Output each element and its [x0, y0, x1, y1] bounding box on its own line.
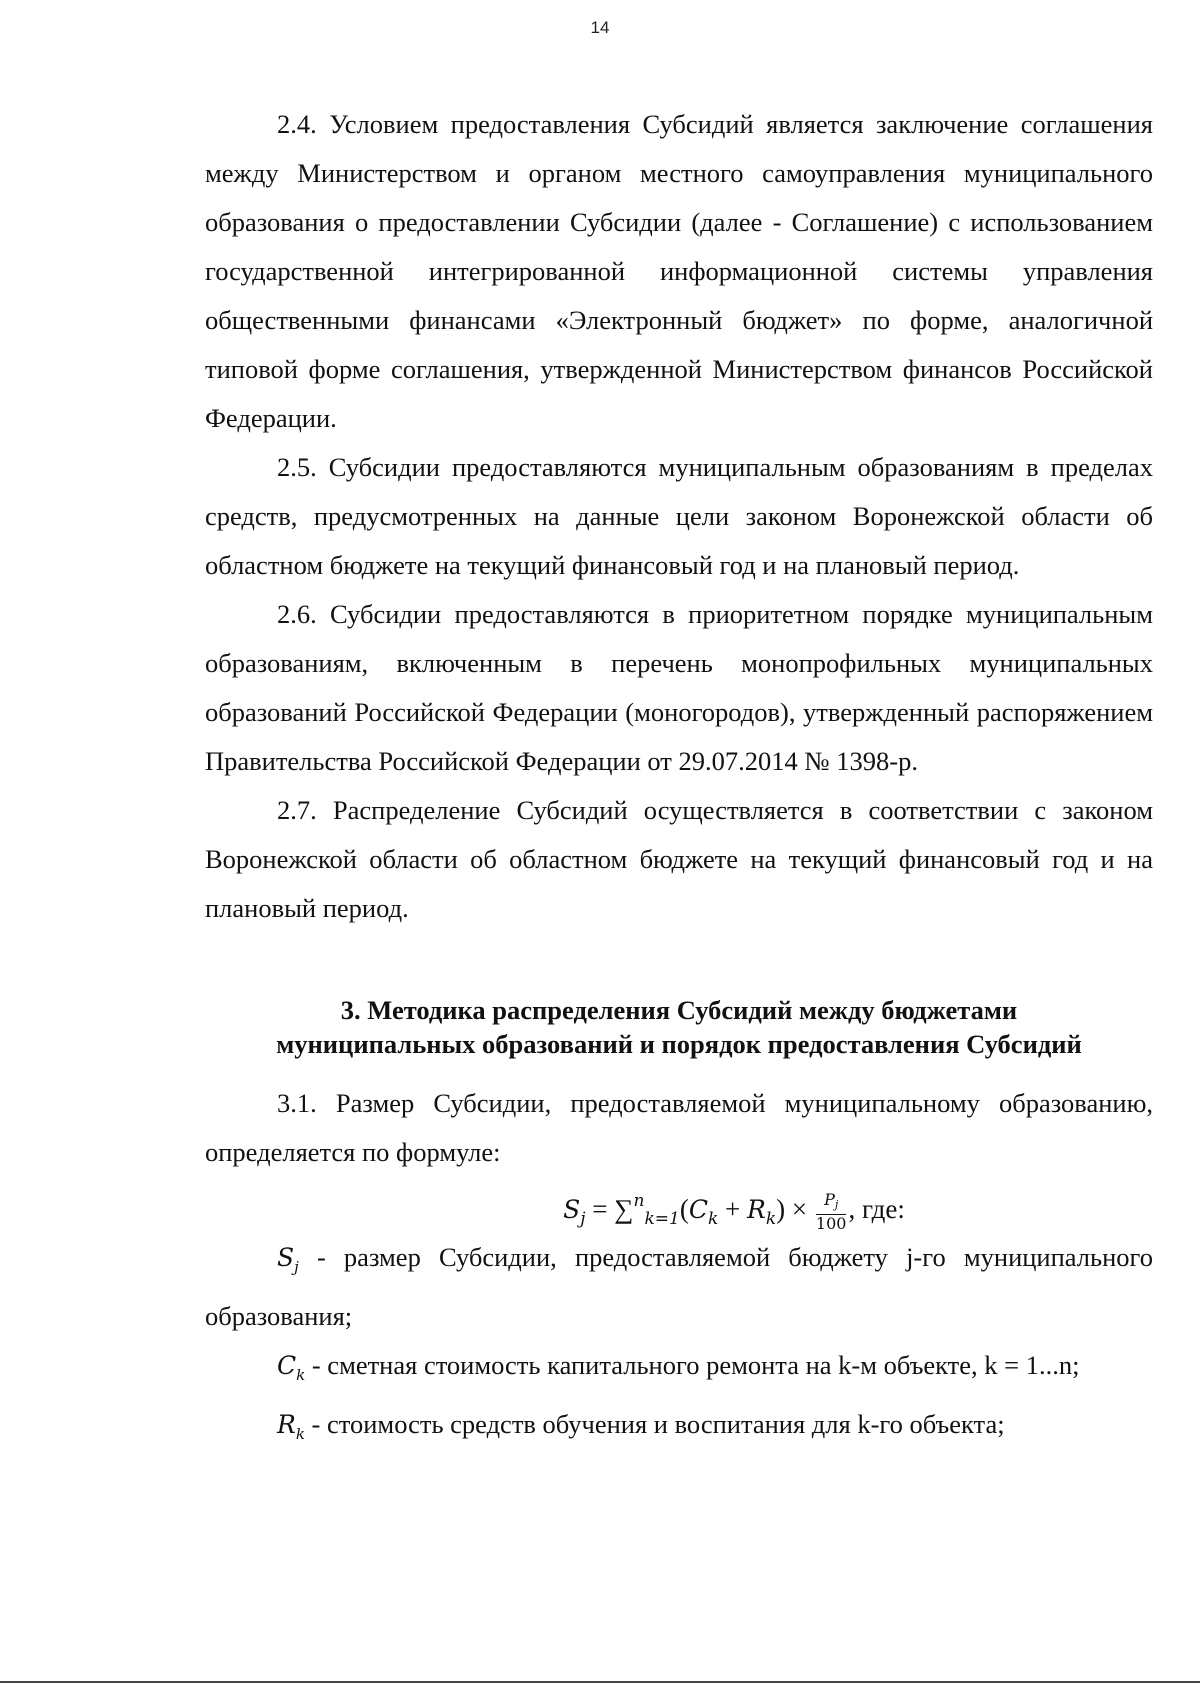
- definition-sj-var: [277, 1243, 299, 1276]
- formula-plus: +: [718, 1194, 748, 1224]
- definition-ck-sub: k: [296, 1366, 306, 1384]
- formula-lhs: S: [563, 1195, 581, 1224]
- paragraph-2-6: 2.6. Субсидии предоставляются в приоритетном порядке муниципальным образованиям, включенным в перечень монопрофильных муниципальных образований Российской Федерации (моногородов), утвержденный распоряжением Правительства Российской Федерации от 29.07.2014 № 1398-р.: [205, 599, 1153, 776]
- definition-sj-sub: j: [294, 1258, 299, 1276]
- formula-lhs-sub: j: [580, 1209, 586, 1229]
- formula-r: R: [747, 1195, 766, 1224]
- paragraph-2-4: 2.4. Условием предоставления Субсидий является заключение соглашения между Министерством и органом местного самоуправления муниципального образования о предоставлении Субсидии (далее - Соглашение) с использованием государственной интегрированной информационной системы управления общественными финансами «Электронный бюджет» по форме, аналогичной типовой форме соглашения, утвержденной Министерством финансов Российской Федерации.: [205, 109, 1153, 433]
- formula-sum-sub: k=1: [644, 1209, 680, 1229]
- formula-c-sub: k: [707, 1209, 719, 1229]
- section-spacer: [205, 933, 1153, 993]
- definition-ck: [205, 1341, 1153, 1400]
- definition-sj-symbol: S: [277, 1243, 295, 1272]
- definition-rk-sub: k: [295, 1425, 305, 1443]
- definition-rk-symbol: R: [277, 1410, 296, 1439]
- formula-numerator-sub: j: [834, 1197, 839, 1211]
- formula-c: C: [688, 1195, 708, 1224]
- section-heading-line-1: 3. Методика распределения Субсидий между бюджетами: [340, 995, 1018, 1025]
- definition-rk-text: - стоимость средств обучения и воспитания для k-го объекта;: [304, 1409, 1005, 1439]
- definition-ck-var: [277, 1351, 306, 1384]
- formula-fraction: [816, 1191, 847, 1233]
- heading-spacer: [205, 1061, 1153, 1079]
- page-bottom-rule: [0, 1681, 1200, 1683]
- paragraph-2-7: 2.7. Распределение Субсидий осуществляется в соответствии с законом Воронежской области об областном бюджете на текущий финансовый год и на плановый период.: [205, 795, 1153, 923]
- formula-close-times: ) ×: [776, 1194, 814, 1224]
- definition-ck-text: - сметная стоимость капитального ремонта на k-м объекте, k = 1...n;: [305, 1350, 1080, 1380]
- formula-suffix: , где:: [848, 1194, 905, 1224]
- definition-sj-text: - размер Субсидии, предоставляемой бюджету j-го муниципального образования;: [205, 1242, 1153, 1331]
- section-heading-line-2: муниципальных образований и порядок предоставления Субсидий: [276, 1029, 1082, 1059]
- formula-r-sub: k: [765, 1209, 777, 1229]
- section-heading: [205, 993, 1153, 1061]
- page-number: 14: [590, 18, 610, 37]
- paragraph-3-1: 3.1. Размер Субсидии, предоставляемой муниципальному образованию, определяется по формуле:: [205, 1088, 1153, 1167]
- formula-fraction-numerator: [816, 1191, 847, 1215]
- formula-sum-sup: n: [633, 1191, 645, 1211]
- definition-rk: [205, 1400, 1153, 1459]
- formula-numerator-p: P: [824, 1189, 835, 1209]
- formula-equals-sum: = ∑: [585, 1194, 634, 1224]
- definition-ck-symbol: C: [277, 1351, 297, 1380]
- formula-open-paren: (: [679, 1194, 689, 1224]
- definition-sj: [205, 1233, 1153, 1341]
- paragraph-2-5: 2.5. Субсидии предоставляются муниципальным образованиям в пределах средств, предусмотренных на данные цели законом Воронежской области об областном бюджете на текущий финансовый год и на плановый период.: [205, 452, 1153, 580]
- formula-fraction-denominator: 100: [815, 1213, 847, 1233]
- subsidy-formula: [205, 1177, 1153, 1233]
- definition-rk-var: [277, 1410, 305, 1443]
- document-body: [205, 100, 1153, 1459]
